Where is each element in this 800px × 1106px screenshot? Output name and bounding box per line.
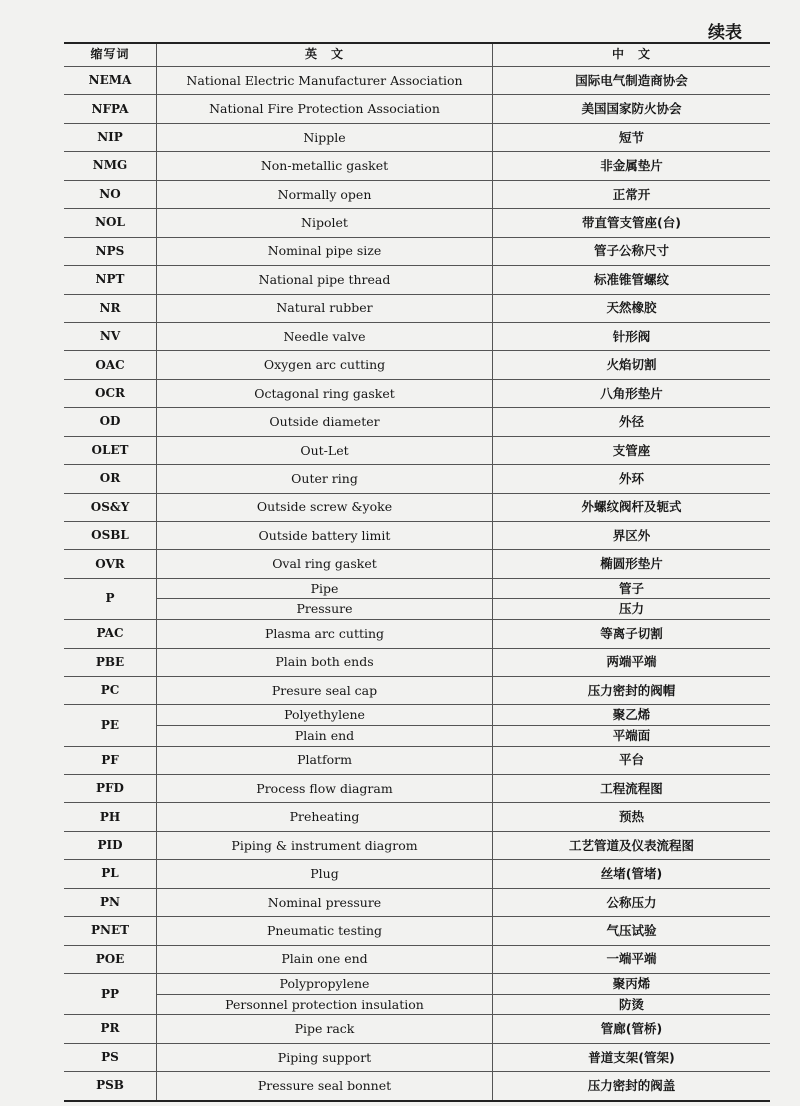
english-term-cell: Nipolet <box>157 209 493 237</box>
chinese-term-cell: 压力 <box>493 599 771 620</box>
english-term-cell: Pneumatic testing <box>157 917 493 945</box>
abbreviation-cell: NO <box>64 180 157 208</box>
english-term-cell: Outside screw &yoke <box>157 493 493 521</box>
abbreviation-cell: PH <box>64 803 157 831</box>
abbreviation-cell: PR <box>64 1015 157 1043</box>
abbreviation-cell: PAC <box>64 620 157 648</box>
chinese-term-cell: 普道支架(管架) <box>493 1043 771 1071</box>
table-row <box>64 648 770 676</box>
english-term-cell: Piping support <box>157 1043 493 1071</box>
english-term-cell: Platform <box>157 746 493 774</box>
english-term-cell: Out-Let <box>157 436 493 464</box>
abbreviation-cell: OS&Y <box>64 493 157 521</box>
table-row <box>64 436 770 464</box>
english-term-cell: Needle valve <box>157 322 493 350</box>
table-row <box>64 578 770 599</box>
table-row <box>64 1072 770 1101</box>
chinese-term-cell: 压力密封的阀盖 <box>493 1072 771 1101</box>
abbreviation-cell: NOL <box>64 209 157 237</box>
chinese-term-cell: 短节 <box>493 123 771 151</box>
abbreviation-table <box>64 42 770 1102</box>
chinese-term-cell: 椭圆形垫片 <box>493 550 771 578</box>
table-row <box>64 209 770 237</box>
chinese-term-cell: 正常开 <box>493 180 771 208</box>
table-row <box>64 152 770 180</box>
table-row <box>64 550 770 578</box>
table-row <box>64 803 770 831</box>
abbreviation-cell: PID <box>64 831 157 859</box>
chinese-term-cell: 压力密封的阀帽 <box>493 676 771 704</box>
table-row <box>64 322 770 350</box>
chinese-term-cell: 外环 <box>493 465 771 493</box>
chinese-term-cell: 两端平端 <box>493 648 771 676</box>
english-term-cell: Plain one end <box>157 945 493 973</box>
abbreviation-cell: PSB <box>64 1072 157 1101</box>
table-row <box>64 180 770 208</box>
abbreviation-cell: NFPA <box>64 95 157 123</box>
header-abbreviation: 缩写词 <box>64 43 157 67</box>
chinese-term-cell: 防烫 <box>493 994 771 1015</box>
table-row <box>64 860 770 888</box>
header-chinese: 中 文 <box>493 43 771 67</box>
abbreviation-cell: PBE <box>64 648 157 676</box>
table-row <box>64 831 770 859</box>
english-term-cell: Octagonal ring gasket <box>157 379 493 407</box>
chinese-term-cell: 工程流程图 <box>493 775 771 803</box>
table-row <box>64 945 770 973</box>
abbreviation-cell: PS <box>64 1043 157 1071</box>
continued-table-label: 续表 <box>708 23 742 43</box>
english-term-cell: Outside diameter <box>157 408 493 436</box>
abbreviation-cell: PF <box>64 746 157 774</box>
abbreviation-cell: OLET <box>64 436 157 464</box>
table-row <box>64 379 770 407</box>
chinese-term-cell: 气压试验 <box>493 917 771 945</box>
chinese-term-cell: 工艺管道及仪表流程图 <box>493 831 771 859</box>
chinese-term-cell: 非金属垫片 <box>493 152 771 180</box>
english-term-cell: Polypropylene <box>157 974 493 995</box>
table-row <box>64 95 770 123</box>
chinese-term-cell: 聚乙烯 <box>493 705 771 726</box>
table-row <box>64 917 770 945</box>
english-term-cell: National Electric Manufacturer Association <box>157 67 493 95</box>
abbreviation-cell: NPS <box>64 237 157 265</box>
table-body <box>64 67 770 1101</box>
table-header-row <box>64 43 770 67</box>
abbreviation-cell: PC <box>64 676 157 704</box>
chinese-term-cell: 支管座 <box>493 436 771 464</box>
abbreviation-cell: OCR <box>64 379 157 407</box>
english-term-cell: Normally open <box>157 180 493 208</box>
abbreviation-cell: OD <box>64 408 157 436</box>
english-term-cell: Nipple <box>157 123 493 151</box>
table-row <box>64 123 770 151</box>
table-row <box>64 1043 770 1071</box>
table-row <box>64 465 770 493</box>
abbreviation-cell: NR <box>64 294 157 322</box>
table-row <box>64 351 770 379</box>
chinese-term-cell: 国际电气制造商协会 <box>493 67 771 95</box>
table-row <box>64 408 770 436</box>
chinese-term-cell: 公称压力 <box>493 888 771 916</box>
english-term-cell: Presure seal cap <box>157 676 493 704</box>
table-row <box>64 599 770 620</box>
abbreviation-cell: PN <box>64 888 157 916</box>
table-row <box>64 493 770 521</box>
table-row <box>64 294 770 322</box>
chinese-term-cell: 一端平端 <box>493 945 771 973</box>
chinese-term-cell: 管子公称尺寸 <box>493 237 771 265</box>
english-term-cell: Preheating <box>157 803 493 831</box>
english-term-cell: Non-metallic gasket <box>157 152 493 180</box>
abbreviation-cell: PFD <box>64 775 157 803</box>
header-english: 英 文 <box>157 43 493 67</box>
abbreviation-cell: POE <box>64 945 157 973</box>
table-row <box>64 746 770 774</box>
english-term-cell: Polyethylene <box>157 705 493 726</box>
table-row <box>64 888 770 916</box>
chinese-term-cell: 天然橡胶 <box>493 294 771 322</box>
english-term-cell: Plasma arc cutting <box>157 620 493 648</box>
abbreviation-cell: NPT <box>64 266 157 294</box>
english-term-cell: Natural rubber <box>157 294 493 322</box>
abbreviation-cell: NMG <box>64 152 157 180</box>
table-row <box>64 676 770 704</box>
abbreviation-cell: OVR <box>64 550 157 578</box>
chinese-term-cell: 平台 <box>493 746 771 774</box>
english-term-cell: Plain both ends <box>157 648 493 676</box>
english-term-cell: Piping & instrument diagrom <box>157 831 493 859</box>
table-row <box>64 974 770 995</box>
table-row <box>64 775 770 803</box>
chinese-term-cell: 带直管支管座(台) <box>493 209 771 237</box>
chinese-term-cell: 外螺纹阀杆及轭式 <box>493 493 771 521</box>
chinese-term-cell: 聚丙烯 <box>493 974 771 995</box>
english-term-cell: Plain end <box>157 725 493 746</box>
abbreviation-cell: PL <box>64 860 157 888</box>
chinese-term-cell: 火焰切割 <box>493 351 771 379</box>
abbreviation-cell: NV <box>64 322 157 350</box>
table-row <box>64 266 770 294</box>
table-row <box>64 994 770 1015</box>
english-term-cell: National Fire Protection Association <box>157 95 493 123</box>
abbreviation-cell: PP <box>64 974 157 1015</box>
table-row <box>64 705 770 726</box>
abbreviation-cell: OSBL <box>64 522 157 550</box>
abbreviation-cell: P <box>64 578 157 619</box>
abbreviation-cell: NEMA <box>64 67 157 95</box>
english-term-cell: Oval ring gasket <box>157 550 493 578</box>
chinese-term-cell: 等离子切割 <box>493 620 771 648</box>
abbreviation-table-container <box>64 42 770 1102</box>
table-row <box>64 725 770 746</box>
english-term-cell: Pressure <box>157 599 493 620</box>
chinese-term-cell: 针形阀 <box>493 322 771 350</box>
table-row <box>64 237 770 265</box>
abbreviation-cell: NIP <box>64 123 157 151</box>
abbreviation-cell: OR <box>64 465 157 493</box>
english-term-cell: National pipe thread <box>157 266 493 294</box>
english-term-cell: Outside battery limit <box>157 522 493 550</box>
abbreviation-cell: PE <box>64 705 157 746</box>
chinese-term-cell: 标准锥管螺纹 <box>493 266 771 294</box>
chinese-term-cell: 八角形垫片 <box>493 379 771 407</box>
chinese-term-cell: 管子 <box>493 578 771 599</box>
table-row <box>64 1015 770 1043</box>
chinese-term-cell: 预热 <box>493 803 771 831</box>
abbreviation-cell: OAC <box>64 351 157 379</box>
chinese-term-cell: 美国国家防火协会 <box>493 95 771 123</box>
english-term-cell: Process flow diagram <box>157 775 493 803</box>
english-term-cell: Personnel protection insulation <box>157 994 493 1015</box>
abbreviation-cell: PNET <box>64 917 157 945</box>
table-row <box>64 67 770 95</box>
chinese-term-cell: 外径 <box>493 408 771 436</box>
english-term-cell: Pipe rack <box>157 1015 493 1043</box>
english-term-cell: Nominal pipe size <box>157 237 493 265</box>
english-term-cell: Plug <box>157 860 493 888</box>
table-row <box>64 620 770 648</box>
english-term-cell: Oxygen arc cutting <box>157 351 493 379</box>
chinese-term-cell: 界区外 <box>493 522 771 550</box>
chinese-term-cell: 平端面 <box>493 725 771 746</box>
english-term-cell: Pipe <box>157 578 493 599</box>
table-row <box>64 522 770 550</box>
chinese-term-cell: 管廊(管桥) <box>493 1015 771 1043</box>
english-term-cell: Nominal pressure <box>157 888 493 916</box>
chinese-term-cell: 丝堵(管堵) <box>493 860 771 888</box>
english-term-cell: Pressure seal bonnet <box>157 1072 493 1101</box>
english-term-cell: Outer ring <box>157 465 493 493</box>
